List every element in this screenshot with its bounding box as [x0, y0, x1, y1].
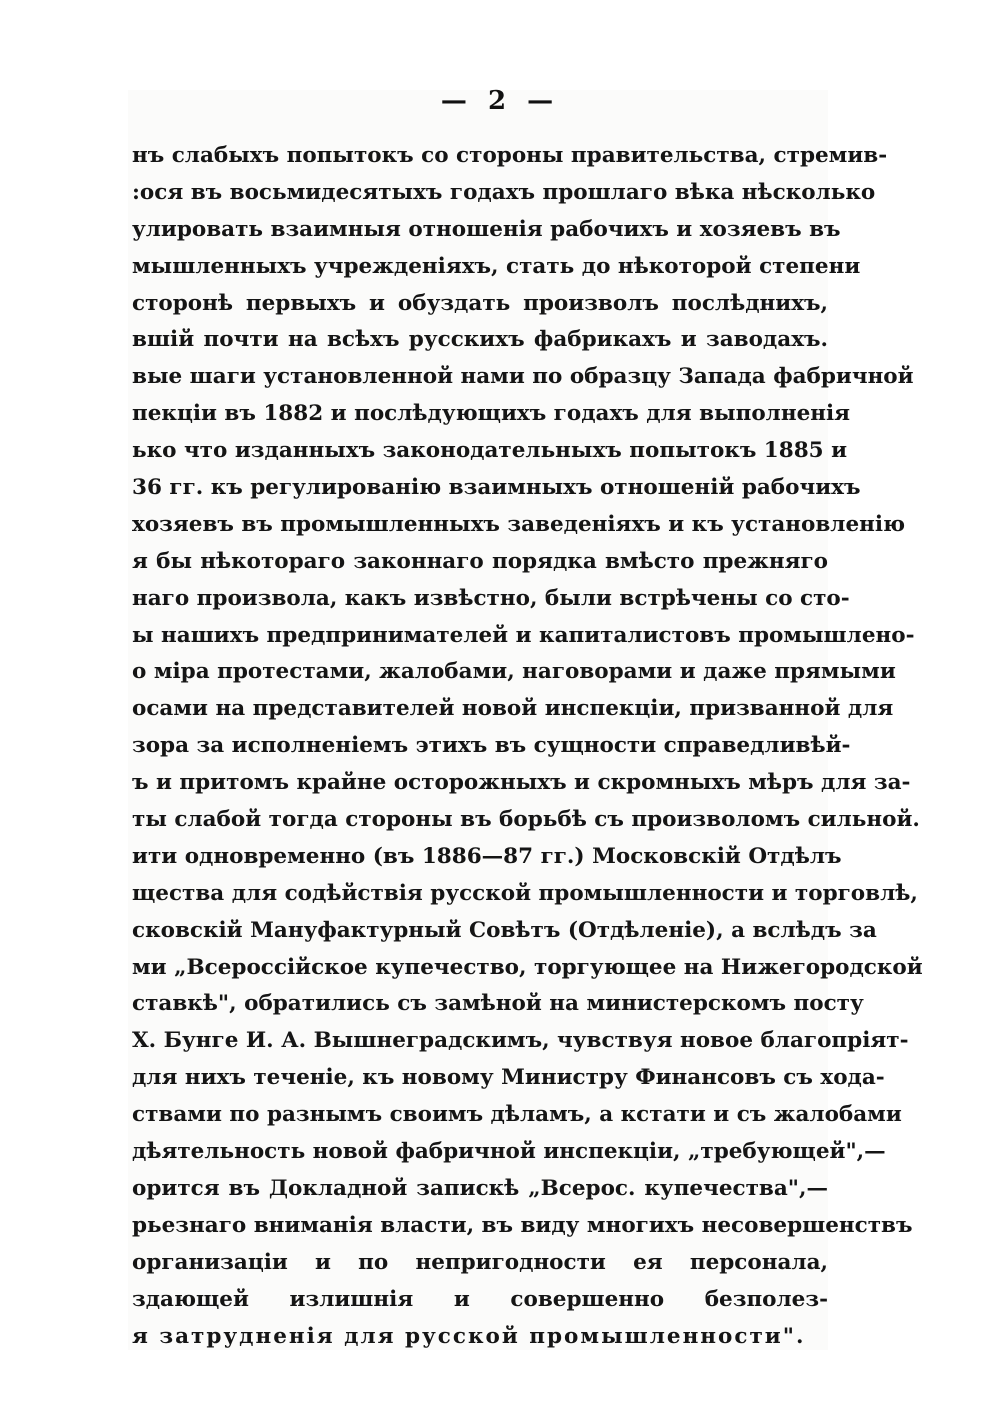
text-line: ько что изданныхъ законодательныхъ попытокъ 1885 и: [132, 438, 848, 464]
text-line: орится въ Докладной запискѣ „Всерос. купечества",—: [132, 1175, 828, 1201]
text-line: мышленныхъ учрежденіяхъ, стать до нѣкоторой степени: [132, 253, 861, 279]
text-line: здающей излишнія и совершенно безполез-: [132, 1286, 828, 1312]
text-line: о міра протестами, жалобами, наговорами и даже прямыми: [132, 659, 896, 685]
text-line: зора за исполненіемъ этихъ въ сущности справедливѣй-: [132, 733, 851, 759]
text-line: ми „Всероссійское купечество, торгующее на Нижегородской: [132, 954, 923, 980]
text-line: пекціи въ 1882 и послѣдующихъ годахъ для выполненія: [132, 401, 851, 427]
text-line: я бы нѣкотораго законнаго порядка вмѣсто прежняго: [132, 548, 828, 574]
text-line: Х. Бунге И. А. Вышнеградскимъ, чувствуя новое благопріят-: [132, 1028, 909, 1054]
text-line: я затрудненія для русской промышленности".: [132, 1323, 806, 1349]
text-line: ты слабой тогда стороны въ борьбѣ съ произволомъ сильной.: [132, 807, 920, 833]
text-line: вшій почти на всѣхъ русскихъ фабрикахъ и заводахъ.: [132, 327, 828, 353]
text-line: ставкѣ", обратились съ замѣной на министерскомъ посту: [132, 991, 864, 1017]
text-line: 36 гг. къ регулированію взаимныхъ отношеній рабочихъ: [132, 475, 861, 501]
text-line: улировать взаимныя отношенія рабочихъ и хозяевъ въ: [132, 216, 841, 242]
text-line: осами на представителей новой инспекціи, призванной для: [132, 696, 894, 722]
text-line: для нихъ теченіе, къ новому Министру Финансовъ съ хода-: [132, 1065, 885, 1091]
text-line: дѣятельность новой фабричной инспекціи, „требующей",—: [132, 1139, 886, 1165]
text-line: хозяевъ въ промышленныхъ заведеніяхъ и къ установленію: [132, 511, 906, 537]
text-line: сторонѣ первыхъ и обуздать произволъ послѣднихъ,: [132, 290, 828, 316]
text-line: ити одновременно (въ 1886—87 гг.) Московскій Отдѣлъ: [132, 843, 842, 869]
text-line: ы нашихъ предпринимателей и капиталистовъ промышлено-: [132, 622, 915, 648]
text-line: ствами по разнымъ своимъ дѣламъ, а кстати и съ жалобами: [132, 1102, 902, 1128]
body-text: [132, 138, 923, 1355]
text-line: организаціи и по непригодности ея персонала,: [132, 1249, 828, 1275]
text-line: сковскій Мануфактурный Совѣтъ (Отдѣленіе), а вслѣдъ за: [132, 917, 877, 943]
text-line: нъ слабыхъ попытокъ со стороны правительства, стремив-: [132, 143, 888, 168]
text-line: вые шаги установленной нами по образцу Запада фабричной: [132, 364, 914, 390]
text-line: рьезнаго вниманія власти, въ виду многихъ несовершенствъ: [132, 1212, 913, 1238]
text-line: ъ и притомъ крайне осторожныхъ и скромныхъ мѣръ для за-: [132, 770, 911, 796]
page-number: — 2 —: [440, 86, 560, 116]
text-line: наго произвола, какъ извѣстно, были встрѣчены со сто-: [132, 585, 850, 611]
text-line: щества для содѣйствія русской промышленности и торговлѣ,: [132, 880, 918, 906]
text-line: :ося въ восьмидесятыхъ годахъ прошлаго вѣка нѣсколько: [132, 179, 876, 205]
